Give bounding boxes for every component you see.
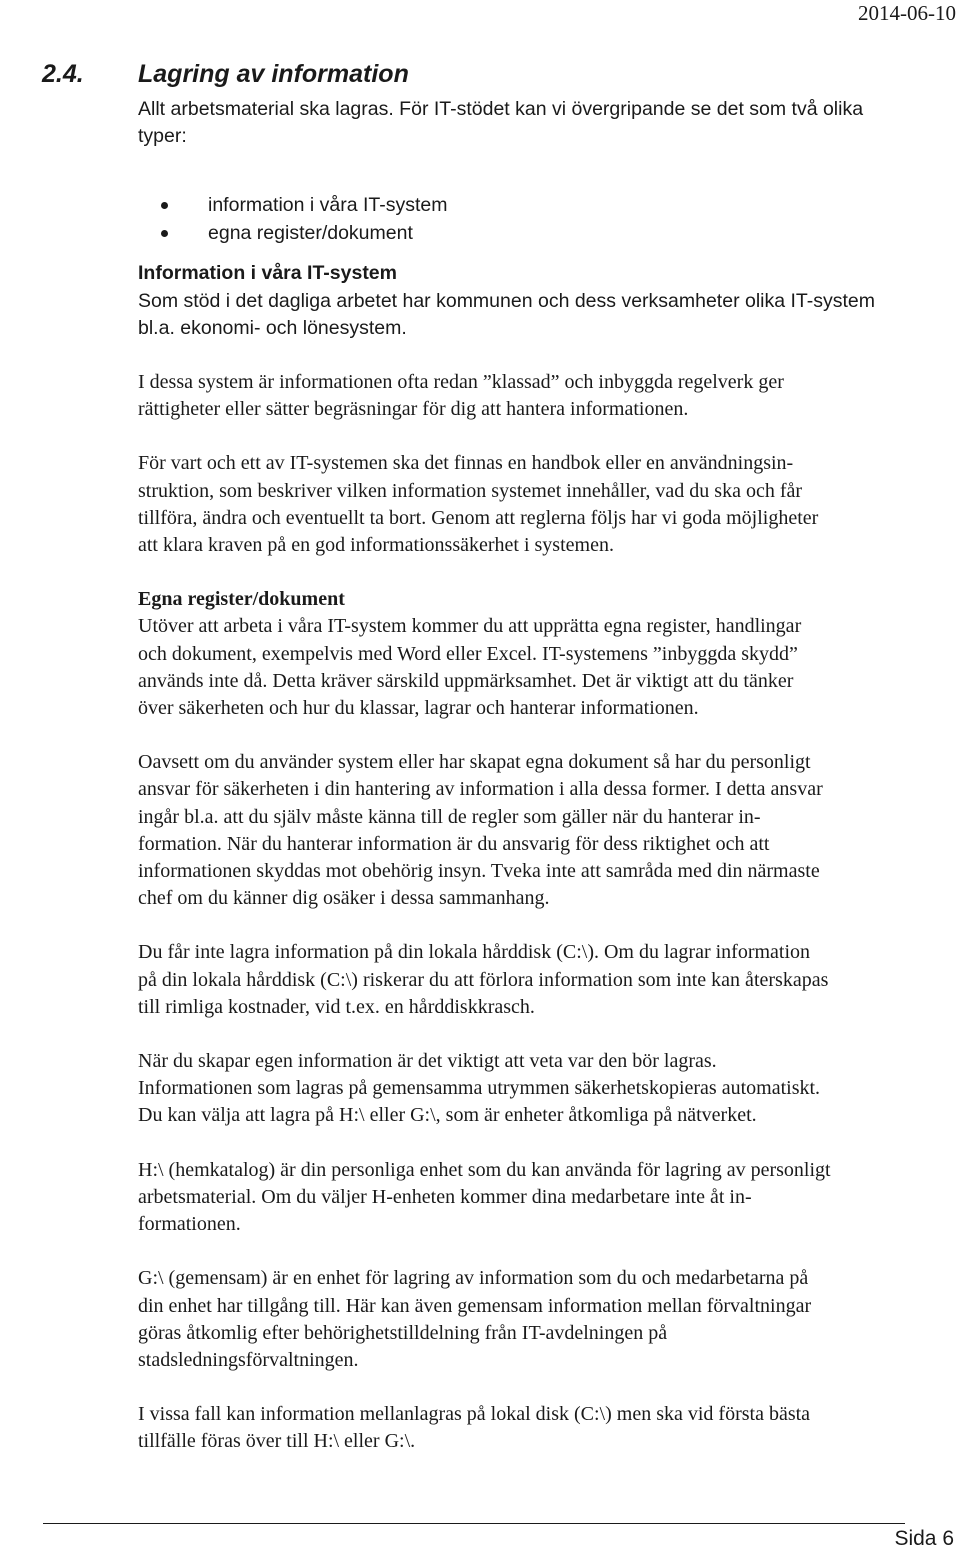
body-paragraph [138, 1265, 956, 1374]
body-paragraph [138, 1401, 956, 1455]
text-line: För vart och ett av IT-systemen ska det finnas en handbok eller en användningsin- [138, 452, 794, 475]
body-paragraph [138, 939, 956, 1021]
text-line: I dessa system är informationen ofta redan ”klassad” och inbyggda regelverk ger [138, 371, 784, 394]
egna-heading: Egna register/dokument [138, 588, 345, 611]
text-line: struktion, som beskriver vilken information systemet innehåller, vad du ska och får [138, 479, 803, 502]
section-heading [42, 58, 409, 90]
bullet-item: information i våra IT-system [138, 191, 956, 219]
text-line: H:\ (hemkatalog) är din personliga enhet som du kan använda för lagring av personligt [138, 1158, 831, 1181]
text-line: på din lokala hårddisk (C:\) riskerar du att förlora information som inte kan återskapas [138, 968, 829, 991]
text-line: och dokument, exempelvis med Word eller Excel. IT-systemens ”inbyggda skydd” [138, 642, 798, 665]
page-number: Sida 6 [894, 1527, 954, 1550]
text-line: används inte då. Detta kräver särskild uppmärksamhet. Det är viktigt att du tänker [138, 669, 794, 692]
body-paragraph [138, 450, 956, 559]
text-line: När du skapar egen information är det viktigt att veta var den bör lagras. [138, 1050, 717, 1073]
text-line: arbetsmaterial. Om du väljer H-enheten kommer dina medarbetare inte åt in- [138, 1185, 752, 1208]
egna-paragraph [138, 613, 956, 722]
text-line: G:\ (gemensam) är en enhet för lagring av information som du och medarbetarna på [138, 1267, 809, 1290]
text-line: Utöver att arbeta i våra IT-system kommer du att upprätta egna register, handlingar [138, 615, 802, 638]
text-line: I vissa fall kan information mellanlagras på lokal disk (C:\) men ska vid första bästa [138, 1403, 811, 1426]
text-line: Allt arbetsmaterial ska lagras. För IT-stödet kan vi övergripande se det som två olika [138, 98, 864, 120]
text-line: att klara kraven på en god informationssäkerhet i systemen. [138, 534, 614, 557]
section-title: Lagring av information [138, 60, 409, 88]
text-line: Oavsett om du använder system eller har skapat egna dokument så har du personligt [138, 751, 811, 774]
body-paragraph [138, 749, 956, 912]
text-line: över säkerheten och hur du klassar, lagrar och hanterar informationen. [138, 697, 699, 720]
bullet-item: egna register/dokument [138, 219, 956, 247]
bullet-list [138, 191, 956, 247]
header-date: 2014-06-10 [858, 1, 956, 25]
text-line: din enhet har tillgång till. Här kan även gemensam information mellan förvaltningar [138, 1294, 812, 1317]
text-line: stadsledningsförvaltningen. [138, 1348, 359, 1371]
text-line: informationen skyddas mot obehörig insyn. Tveka inte att samråda med din närmaste [138, 860, 820, 883]
text-line: Du får inte lagra information på din lokala hårddisk (C:\). Om du lagrar information [138, 941, 811, 964]
text-line: ansvar för säkerheten i din hantering av information i alla dessa former. I detta ansvar [138, 778, 823, 801]
text-line: typer: [138, 125, 187, 148]
section-number: 2.4. [42, 60, 84, 88]
body-paragraph [138, 1157, 956, 1239]
text-line: formation. När du hanterar information är du ansvarig för dess riktighet och att [138, 832, 770, 855]
text-line: ingår bl.a. att du själv måste känna till de regler som gäller när du hanterar in- [138, 805, 761, 828]
intro-paragraph [138, 96, 956, 150]
it-system-heading: Information i våra IT-system [138, 262, 397, 285]
text-line: formationen. [138, 1213, 241, 1236]
footer-divider [43, 1523, 905, 1524]
text-line: Som stöd i det dagliga arbetet har kommunen och dess verksamheter olika IT-system [138, 289, 876, 312]
text-line: rättigheter eller sätter begräsningar för dig att hantera informationen. [138, 398, 689, 421]
text-line: bl.a. ekonomi- och lönesystem. [138, 316, 407, 339]
text-line: tillföra, ändra och eventuellt ta bort. Genom att reglerna följs har vi goda möjligheter [138, 506, 819, 529]
text-line: göras åtkomlig efter behörighetstilldelning från IT-avdelningen på [138, 1321, 668, 1344]
text-line: tillfälle föras över till H:\ eller G:\. [138, 1430, 416, 1453]
it-system-paragraph [138, 288, 956, 342]
text-line: till rimliga kostnader, vid t.ex. en hårddiskkrasch. [138, 995, 535, 1018]
body-paragraph [138, 1048, 956, 1130]
body-paragraph [138, 369, 956, 423]
text-line: Du kan välja att lagra på H:\ eller G:\, som är enheter åtkomliga på nätverket. [138, 1104, 757, 1127]
document-body [138, 96, 956, 1456]
text-line: chef om du känner dig osäker i dessa sammanhang. [138, 887, 550, 910]
text-line: Informationen som lagras på gemensamma utrymmen säkerhetskopieras automatiskt. [138, 1077, 821, 1100]
